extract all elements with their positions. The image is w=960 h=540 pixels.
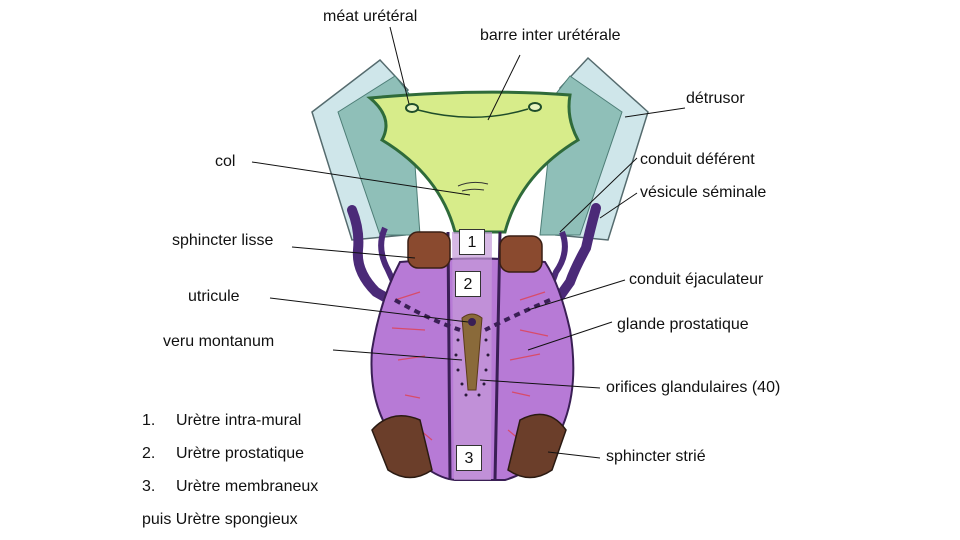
label-conduit-ejaculateur: conduit éjaculateur (629, 271, 764, 288)
label-col: col (215, 153, 236, 170)
urethra-marker-1: 1 (459, 229, 485, 255)
legend-item: 1. Urètre intra-mural (142, 412, 302, 429)
legend-item: 2. Urètre prostatique (142, 445, 305, 462)
label-glande-prostatique: glande prostatique (617, 316, 749, 333)
legend-footer: puis Urètre spongieux (142, 511, 298, 528)
label-sphincter-lisse: sphincter lisse (172, 232, 274, 249)
utricle (468, 318, 476, 326)
label-conduit-deferent: conduit déférent (640, 151, 755, 168)
urethra-marker-3: 3 (456, 445, 482, 471)
ureteral-orifice-right (529, 103, 541, 111)
label-orifices-glandulaires: orifices glandulaires (40) (606, 379, 781, 396)
label-detrusor: détrusor (686, 90, 745, 107)
label-veru-montanum: veru montanum (163, 333, 275, 350)
label-meat-ureteral: méat urétéral (323, 8, 418, 25)
urethra-marker-2: 2 (455, 271, 481, 297)
legend-item: 3. Urètre membraneux (142, 478, 319, 495)
label-barre-inter-ureterale: barre inter urétérale (480, 27, 621, 44)
label-utricule: utricule (188, 288, 240, 305)
ureteral-orifice-left (406, 104, 418, 112)
smooth-sphincter-left (408, 232, 450, 268)
urethra-legend (142, 404, 318, 536)
smooth-sphincter-right (500, 236, 542, 272)
label-vesicule-seminale: vésicule séminale (640, 184, 767, 201)
label-sphincter-strie: sphincter strié (606, 448, 706, 465)
